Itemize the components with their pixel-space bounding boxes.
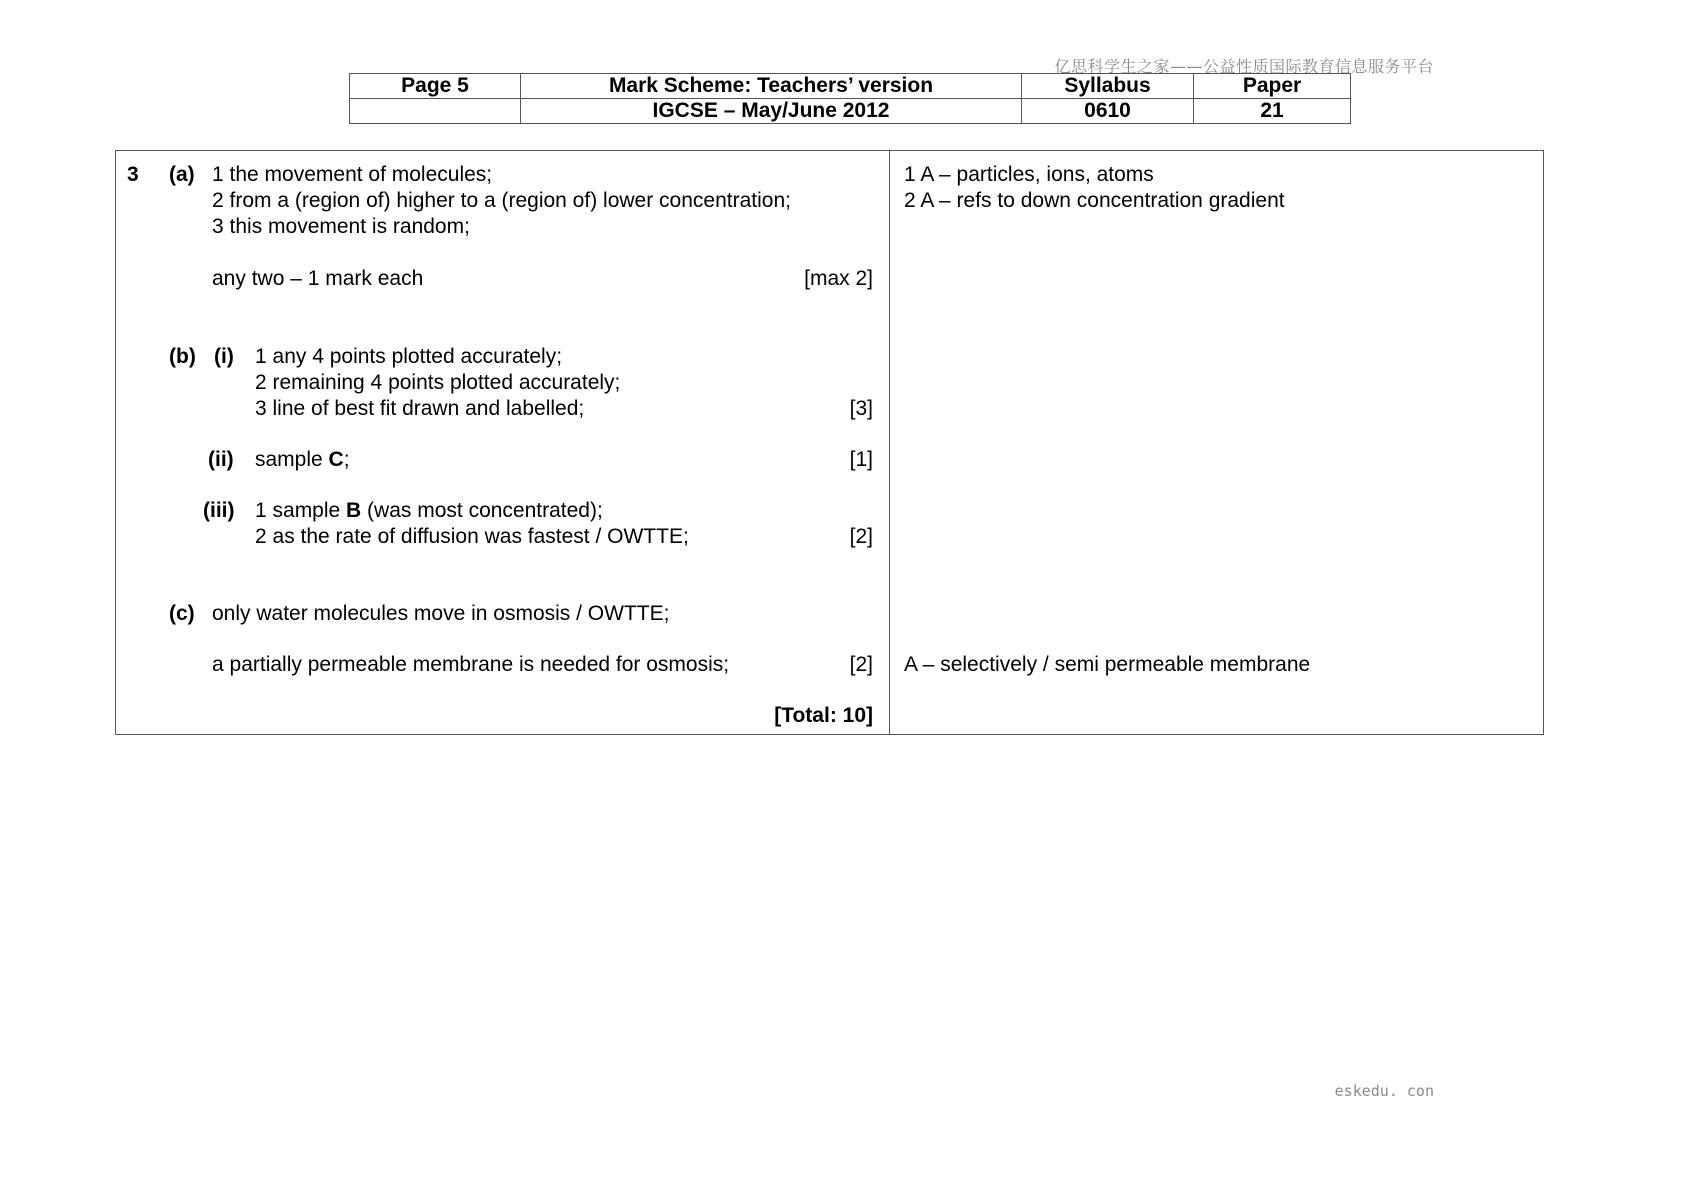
part-a-line-1: 1 the movement of molecules; (212, 163, 493, 186)
part-c-label: (c) (169, 602, 195, 625)
question-number: 3 (127, 163, 139, 186)
part-b-i-line-1: 1 any 4 points plotted accurately; (255, 345, 563, 368)
part-b-ii-label: (ii) (208, 448, 234, 471)
question-total: [Total: 10] (774, 704, 873, 727)
part-b-i-line-2: 2 remaining 4 points plotted accurately; (255, 371, 621, 394)
part-b-ii-text: sample C; (255, 448, 350, 471)
part-c-line-2: a partially permeable membrane is needed for osmosis; (212, 653, 730, 676)
part-a-line-3: 3 this movement is random; (212, 215, 470, 238)
part-b-label: (b) (169, 345, 196, 368)
part-b-i-label: (i) (214, 345, 234, 368)
part-a-line-2: 2 from a (region of) higher to a (region of) lower concentration; (212, 189, 791, 212)
part-b-iii-label: (iii) (203, 499, 235, 522)
footer-watermark: eskedu. con (1334, 1082, 1434, 1100)
header-subtitle: IGCSE – May/June 2012 (521, 99, 1022, 124)
part-b-iii-marks: [2] (849, 525, 873, 548)
header-table (349, 73, 1351, 124)
part-b-iii-line-2: 2 as the rate of diffusion was fastest / OWTTE; (255, 525, 689, 548)
part-a-guidance-2: 2 A – refs to down concentration gradient (904, 189, 1285, 212)
part-b-iii-line-1: 1 sample B (was most concentrated); (255, 499, 603, 522)
part-b-ii-marks: [1] (849, 448, 873, 471)
column-divider (889, 151, 890, 734)
part-b-i-line-3: 3 line of best fit drawn and labelled; (255, 397, 585, 420)
header-paper-label: Paper (1194, 74, 1351, 99)
part-b-i-marks: [3] (849, 397, 873, 420)
header-paper-value: 21 (1194, 99, 1351, 124)
part-c-line-1: only water molecules move in osmosis / OWTTE; (212, 602, 670, 625)
part-a-label: (a) (169, 163, 195, 186)
watermark-text: 亿思科学生之家——公益性质国际教育信息服务平台 (1054, 57, 1434, 76)
part-a-guidance-1: 1 A – particles, ions, atoms (904, 163, 1154, 186)
header-syllabus-label: Syllabus (1022, 74, 1194, 99)
header-syllabus-value: 0610 (1022, 99, 1194, 124)
mark-scheme-box (115, 150, 1544, 735)
part-c-guidance: A – selectively / semi permeable membrane (904, 653, 1311, 676)
header-title: Mark Scheme: Teachers’ version (521, 74, 1022, 99)
part-a-marks: [max 2] (804, 267, 873, 290)
part-a-note: any two – 1 mark each (212, 267, 424, 290)
header-page: Page 5 (350, 74, 521, 99)
part-c-marks: [2] (849, 653, 873, 676)
header-empty-cell (350, 99, 521, 124)
